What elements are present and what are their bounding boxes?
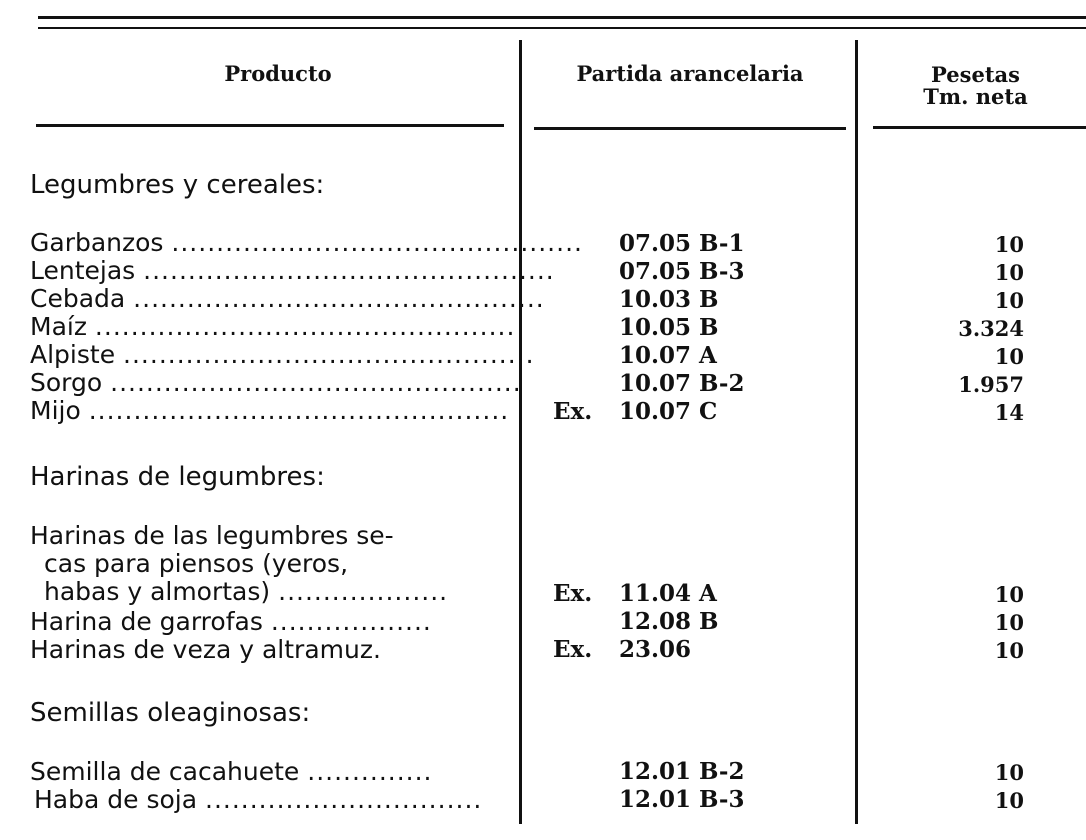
column-rule-1	[519, 40, 522, 824]
pesetas-value: 10	[994, 582, 1024, 607]
partida-code: Ex. 10.07 C	[553, 398, 718, 425]
pesetas-value: 14	[994, 400, 1024, 425]
pesetas-value: 10	[994, 760, 1024, 785]
product-name: Harinas de veza y altramuz.	[30, 635, 381, 664]
pesetas-value: 10	[994, 610, 1024, 635]
top-rule-1	[38, 16, 1086, 19]
header-pesetas	[865, 64, 1086, 108]
partida-code: Ex. 11.04 A	[553, 580, 717, 607]
partida-code: 12.08 B	[619, 608, 719, 635]
header-partida: Partida arancelaria	[576, 61, 804, 86]
partida-code: 07.05 B-1	[619, 230, 745, 257]
product-name-cont: cas para piensos (yeros,	[44, 549, 349, 578]
header-underline-producto	[36, 124, 504, 127]
pesetas-value: 10	[994, 638, 1024, 663]
header-producto: Producto	[224, 61, 332, 86]
product-name: Maíz ...............................................	[30, 312, 516, 341]
product-name: Alpiste ..............................................	[30, 340, 535, 369]
pesetas-value: 10	[994, 344, 1024, 369]
section-title: Legumbres y cereales:	[30, 170, 325, 200]
pesetas-value: 1.957	[958, 372, 1024, 397]
pesetas-value: 10	[994, 232, 1024, 257]
partida-code: 12.01 B-2	[619, 758, 745, 785]
product-name: Semilla de cacahuete ..............	[30, 757, 433, 786]
product-name: Sorgo ..............................................	[30, 368, 522, 397]
header-underline-partida	[534, 127, 846, 130]
section-title: Semillas oleaginosas:	[30, 698, 311, 728]
product-name: Cebada ..............................................	[30, 284, 545, 313]
product-name: Lentejas ..............................................	[30, 256, 555, 285]
partida-code: 07.05 B-3	[619, 258, 745, 285]
partida-code: 10.05 B	[619, 314, 719, 341]
product-name: Mijo ...............................................	[30, 396, 510, 425]
partida-code: Ex. 23.06	[553, 636, 692, 663]
partida-code: 10.07 B-2	[619, 370, 745, 397]
header-pesetas-line1: Pesetas	[931, 62, 1020, 87]
partida-code: 10.07 A	[619, 342, 717, 369]
top-rule-2	[38, 27, 1086, 29]
partida-code: 10.03 B	[619, 286, 719, 313]
product-name: Garbanzos ..............................................	[30, 228, 583, 257]
column-rule-2	[855, 40, 858, 824]
partida-code: 12.01 B-3	[619, 786, 745, 813]
product-name: Harina de garrofas ..................	[30, 607, 432, 636]
section-title: Harinas de legumbres:	[30, 462, 325, 492]
pesetas-value: 10	[994, 260, 1024, 285]
header-pesetas-line2: Tm. neta	[923, 84, 1028, 109]
header-underline-pesetas	[873, 126, 1086, 129]
product-name: Haba de soja ...............................	[34, 785, 483, 814]
product-name: Harinas de las legumbres se-	[30, 521, 394, 550]
pesetas-value: 3.324	[958, 316, 1024, 341]
product-name-cont: habas y almortas) ...................	[44, 577, 449, 606]
pesetas-value: 10	[994, 788, 1024, 813]
pesetas-value: 10	[994, 288, 1024, 313]
